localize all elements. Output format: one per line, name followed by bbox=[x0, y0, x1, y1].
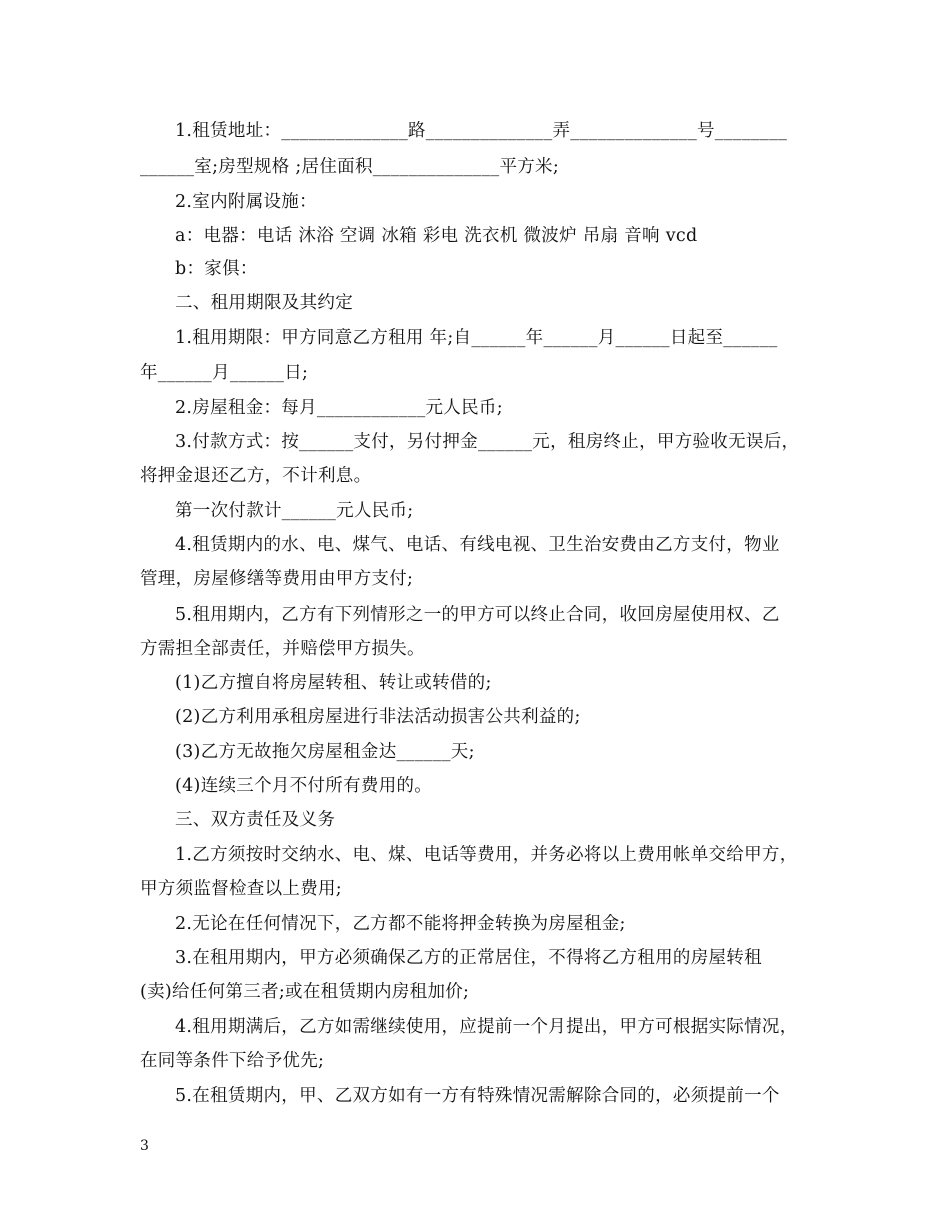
text-line: 2.房屋租金：每月____________元人民币; bbox=[175, 398, 503, 418]
text-line: b：家俱： bbox=[175, 259, 258, 279]
text-line: 将押金退还乙方，不计利息。 bbox=[140, 466, 372, 486]
text-line: 2.无论在任何情况下，乙方都不能将押金转换为房屋租金; bbox=[175, 914, 626, 934]
text-line: ______室;房型规格 ;居住面积______________平方米; bbox=[140, 157, 560, 177]
text-line: 5.租用期内，乙方有下列情形之一的甲方可以终止合同，收回房屋使用权、乙 bbox=[175, 605, 780, 625]
page-number: 3 bbox=[140, 1138, 149, 1154]
text-line: 3.付款方式：按______支付，另付押金______元，租房终止，甲方验收无误后， bbox=[175, 432, 800, 452]
text-line: 1.租用期限：甲方同意乙方租用 年;自______年______月______日起至______ bbox=[175, 328, 778, 348]
text-line: 在同等条件下给予优先; bbox=[140, 1051, 325, 1071]
text-line: 第一次付款计______元人民币; bbox=[175, 501, 414, 521]
text-line: (3)乙方无故拖欠房屋租金达______天; bbox=[175, 742, 475, 762]
text-line: (1)乙方擅自将房屋转租、转让或转借的; bbox=[175, 673, 492, 693]
text-line: 2.室内附属设施： bbox=[175, 192, 317, 212]
text-line: 3.在租用期内，甲方必须确保乙方的正常居住，不得将乙方租用的房屋转租 bbox=[175, 948, 762, 968]
text-line: a：电器：电话 沐浴 空调 冰箱 彩电 洗衣机 微波炉 吊扇 音响 vcd bbox=[175, 226, 698, 246]
text-line: 1.乙方须按时交纳水、电、煤、电话等费用，并务必将以上费用帐单交给甲方， bbox=[175, 845, 798, 865]
text-line: 方需担全部责任，并赔偿甲方损失。 bbox=[140, 639, 425, 659]
text-line: 年______月______日; bbox=[140, 363, 309, 383]
text-line: (2)乙方利用承租房屋进行非法活动损害公共利益的; bbox=[175, 707, 581, 727]
text-line: (4)连续三个月不付所有费用的。 bbox=[175, 776, 433, 796]
section-heading: 三、双方责任及义务 bbox=[175, 810, 336, 830]
section-heading: 二、租用期限及其约定 bbox=[175, 293, 353, 313]
text-line: 1.租赁地址：______________路______________弄______________号________ bbox=[175, 121, 788, 141]
text-line: 5.在租赁期内，甲、乙双方如有一方有特殊情况需解除合同的，必须提前一个 bbox=[175, 1086, 780, 1106]
text-line: 4.租用期满后，乙方如需继续使用，应提前一个月提出，甲方可根据实际情况， bbox=[175, 1017, 798, 1037]
text-line: (卖)给任何第三者;或在租赁期内房租加价; bbox=[140, 982, 470, 1002]
text-line: 管理，房屋修缮等费用由甲方支付; bbox=[140, 569, 414, 589]
text-line: 4.租赁期内的水、电、煤气、电话、有线电视、卫生治安费由乙方支付，物业 bbox=[175, 535, 780, 555]
text-line: 甲方须监督检查以上费用; bbox=[140, 879, 342, 899]
